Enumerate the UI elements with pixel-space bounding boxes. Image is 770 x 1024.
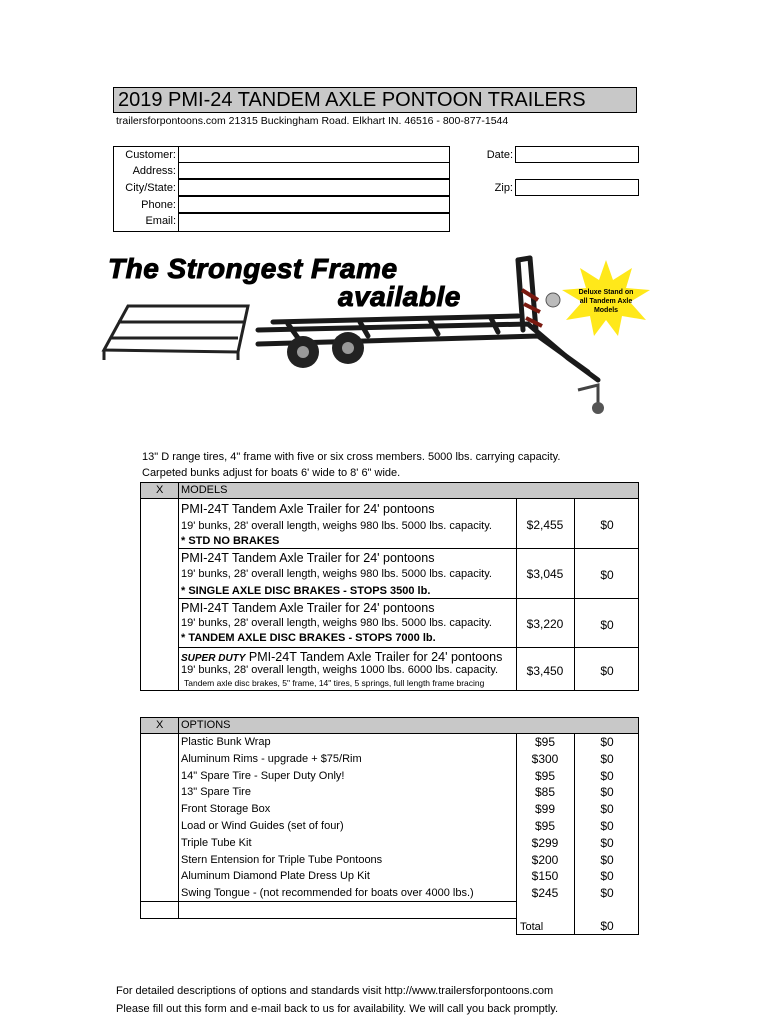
option-select-cell[interactable] <box>141 751 177 767</box>
model-name: PMI-24T Tandem Axle Trailer for 24' pontoons <box>181 551 435 565</box>
option-total: $0 <box>600 886 614 901</box>
models-header: MODELS <box>181 484 228 496</box>
address-label: Address: <box>132 165 176 177</box>
option-select-cell[interactable] <box>141 768 177 784</box>
page-title: 2019 PMI-24 TANDEM AXLE PONTOON TRAILERS <box>113 87 637 113</box>
option-total: $0 <box>600 819 614 833</box>
phone-label: Phone: <box>141 199 176 211</box>
total-value: $0 <box>600 919 614 933</box>
models-x-header: X <box>156 484 164 496</box>
customer-label: Customer: <box>125 149 176 161</box>
model-name: PMI-24T Tandem Axle Trailer for 24' pontoons <box>181 601 435 615</box>
option-total: $0 <box>600 751 614 766</box>
option-price: $150 <box>531 869 559 884</box>
option-select-cell[interactable] <box>141 885 177 901</box>
option-label: Aluminum Diamond Plate Dress Up Kit <box>181 870 370 883</box>
option-price: $299 <box>531 835 559 850</box>
options-x-header: X <box>156 719 164 731</box>
option-total: $0 <box>600 835 614 850</box>
option-total: $0 <box>600 785 614 800</box>
zip-field[interactable] <box>515 179 639 196</box>
email-field[interactable] <box>178 213 450 232</box>
zip-label: Zip: <box>494 182 513 194</box>
model-total: $0 <box>600 664 614 678</box>
option-select-cell[interactable] <box>141 818 177 834</box>
option-total: $0 <box>600 869 614 884</box>
banner-headline-line2: available <box>338 281 461 312</box>
option-label: Stern Entension for Triple Tube Pontoons <box>181 853 383 866</box>
options-header: OPTIONS <box>181 719 231 731</box>
date-label: Date: <box>486 149 513 161</box>
option-label: Load or Wind Guides (set of four) <box>181 820 344 832</box>
option-price: $300 <box>531 751 559 766</box>
phone-field[interactable] <box>178 196 450 213</box>
option-price: $85 <box>534 785 556 800</box>
company-contact-line: trailersforpontoons.com 21315 Buckingham Road. Elkhart IN. 46516 - 800-877-1544 <box>116 115 509 127</box>
footer-line-1: For detailed descriptions of options and standards visit http://www.trailersforpontoons.com <box>116 985 554 997</box>
model-name: PMI-24T Tandem Axle Trailer for 24' pontoons <box>181 502 435 516</box>
customer-field[interactable] <box>178 146 450 163</box>
option-label: 14" Spare Tire - Super Duty Only! <box>181 769 345 782</box>
model-price: $2,455 <box>526 518 564 532</box>
description-line-2: Carpeted bunks adjust for boats 6' wide to 8' 6" wide. <box>142 467 401 479</box>
banner-headline-line1: The Strongest Frame <box>108 253 398 284</box>
option-label: Front Storage Box <box>181 803 271 816</box>
option-total: $0 <box>600 735 614 749</box>
option-select-cell[interactable] <box>141 734 177 750</box>
option-price: $200 <box>531 852 559 867</box>
option-total: $0 <box>600 768 614 783</box>
description-line-1: 13" D range tires, 4" frame with five or six cross members. 5000 lbs. carrying capacity. <box>142 451 561 463</box>
model-spec: 19' bunks, 28' overall length, weighs 980 lbs. 5000 lbs. capacity. <box>181 520 492 532</box>
model-price: $3,045 <box>526 567 564 581</box>
footer-line-2: Please fill out this form and e-mail back to us for availability. We will call you back promptly. <box>116 1003 559 1015</box>
model-note: * TANDEM AXLE DISC BRAKES - STOPS 7000 lb. <box>181 632 436 644</box>
model-price: $3,220 <box>526 617 564 631</box>
model-total: $0 <box>600 618 614 632</box>
model-note: * STD NO BRAKES <box>181 535 280 547</box>
option-select-cell[interactable] <box>141 835 177 851</box>
citystate-field[interactable] <box>178 179 450 196</box>
model-price: $3,450 <box>526 664 564 678</box>
date-field[interactable] <box>515 146 639 163</box>
option-select-cell[interactable] <box>141 868 177 884</box>
citystate-label: City/State: <box>125 182 176 194</box>
starburst-text: Deluxe Stand on all Tandem Axle Models <box>578 289 634 314</box>
model-spec: 19' bunks, 28' overall length, weighs 1000 lbs. 6000 lbs. capacity. <box>181 664 499 676</box>
total-label: Total <box>520 921 544 933</box>
model-total: $0 <box>600 518 614 532</box>
option-select-cell[interactable] <box>141 801 177 817</box>
option-price: $95 <box>534 819 556 833</box>
option-price: $245 <box>531 886 559 901</box>
option-total: $0 <box>600 852 614 867</box>
option-price: $95 <box>534 768 556 783</box>
option-label: Plastic Bunk Wrap <box>181 736 271 748</box>
model-total: $0 <box>600 568 614 582</box>
email-label: Email: <box>145 215 176 227</box>
model-spec: 19' bunks, 28' overall length, weighs 980 lbs. 5000 lbs. capacity. <box>181 568 492 580</box>
option-label: Swing Tongue - (not recommended for boats over 4000 lbs.) <box>181 887 474 900</box>
option-price: $99 <box>534 802 556 817</box>
model-spec: 19' bunks, 28' overall length, weighs 980 lbs. 5000 lbs. capacity. <box>181 617 492 629</box>
model-note: * SINGLE AXLE DISC BRAKES - STOPS 3500 lb. <box>181 585 431 597</box>
model-name-line <box>181 650 502 664</box>
option-label: 13" Spare Tire <box>181 786 251 799</box>
model-name: PMI-24T Tandem Axle Trailer for 24' pontoons <box>245 650 503 664</box>
option-price: $95 <box>534 735 556 749</box>
option-label: Triple Tube Kit <box>181 836 252 849</box>
option-select-cell[interactable] <box>141 784 177 800</box>
address-field[interactable] <box>178 162 450 179</box>
form-label-box <box>113 146 179 232</box>
model-note: Tandem axle disc brakes, 5" frame, 14" tires, 5 springs, full length frame bracing <box>184 678 485 688</box>
option-label: Aluminum Rims - upgrade + $75/Rim <box>181 752 362 765</box>
model-prefix: SUPER DUTY <box>181 653 246 664</box>
option-select-cell[interactable] <box>141 852 177 868</box>
option-total: $0 <box>600 802 614 817</box>
